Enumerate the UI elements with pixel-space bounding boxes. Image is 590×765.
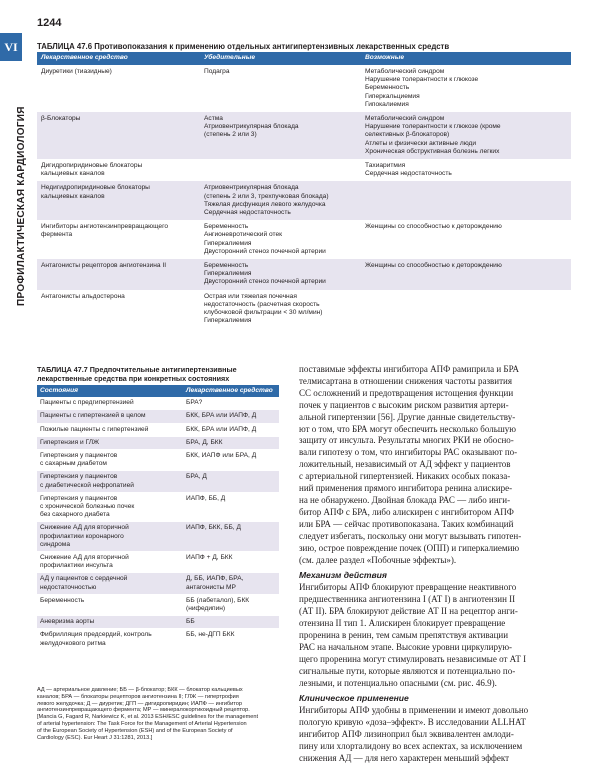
cell-line: без сахарного диабета bbox=[40, 511, 110, 519]
text-line: защиту от инсульта. Результаты многих РКИ не обосно- bbox=[299, 435, 514, 446]
text-line: ложительный, независимый от АД эффект у пациентов bbox=[299, 459, 511, 470]
text-line: на не обнаружено. Двойная блокада РАС — либо инги- bbox=[299, 494, 511, 505]
cell-line: Пожилые пациенты с гипертензией bbox=[40, 425, 149, 433]
cell-line: (степень 2 или 3, трехпучковая блокада) bbox=[204, 192, 329, 200]
heading-mechanism: Механизм действия bbox=[299, 570, 387, 581]
cell-line: профилактики коронарного bbox=[40, 532, 124, 540]
table1-cell-drug bbox=[37, 181, 200, 220]
table1-header-drug: Лекарственное средство bbox=[37, 52, 200, 65]
cell-line: Метаболический синдром bbox=[365, 115, 445, 123]
table1-cell-compelling bbox=[200, 159, 361, 181]
table2-row bbox=[37, 573, 279, 594]
table2-row bbox=[37, 423, 279, 436]
table2-cell-drug bbox=[183, 450, 279, 471]
table2-cell-drug bbox=[183, 436, 279, 449]
table2-cell-drug bbox=[183, 629, 279, 650]
cell-line: профилактики инсульта bbox=[40, 562, 113, 570]
table1-row bbox=[37, 290, 571, 329]
cell-line: Хроническая обструктивная болезнь легких bbox=[365, 147, 500, 155]
cell-line: (нифедипин) bbox=[186, 605, 226, 613]
running-section-title bbox=[5, 66, 27, 306]
table2-cell-drug bbox=[183, 423, 279, 436]
page-number: 1244 bbox=[37, 17, 62, 29]
table2-header-drug: Лекарственное средство bbox=[183, 385, 279, 397]
text-line: РАС на начальном этапе. Высокие уровни циркулирую- bbox=[299, 641, 513, 652]
text-line: с артериальной гипертензией. Никаких особых показа- bbox=[299, 471, 511, 482]
cell-line: Атлеты и физически активные люди bbox=[365, 139, 477, 147]
footnote-line: Cardiology (ESC). Eur Heart J 31:1281, 2013.] bbox=[37, 734, 153, 741]
table1-cell-drug bbox=[37, 159, 200, 181]
table2-cell-drug bbox=[183, 552, 279, 573]
table1-cell-possible bbox=[361, 65, 571, 112]
cell-line: Двусторонний стеноз почечной артерии bbox=[204, 247, 326, 255]
cell-line: Гиперкальциемия bbox=[365, 92, 420, 100]
table2-cell-drug bbox=[183, 573, 279, 594]
table2-title bbox=[37, 366, 287, 383]
table2-row bbox=[37, 492, 279, 522]
cell-line: Сердечная недостаточность bbox=[365, 170, 452, 178]
table1-cell-possible bbox=[361, 159, 571, 181]
table2-row bbox=[37, 616, 279, 629]
table2-cell-condition bbox=[37, 450, 183, 471]
table2-row bbox=[37, 594, 279, 615]
table2-cell-condition bbox=[37, 594, 183, 615]
table2-cell-condition bbox=[37, 522, 183, 552]
table2-cell-drug bbox=[183, 594, 279, 615]
text-line: отензина II тип 1. Алискирен блокирует превращение bbox=[299, 618, 506, 629]
running-section-title-text: ПРОФИЛАКТИЧЕСКАЯ КАРДИОЛОГИЯ bbox=[16, 106, 27, 306]
cell-line: Антагонисты альдостерона bbox=[41, 292, 125, 300]
footnote-line: АД — артериальное давление; ББ — β-блокатор; БКК — блокатор кальциевых bbox=[37, 687, 243, 693]
cell-line: Женщины со способностью к деторождению bbox=[365, 223, 502, 231]
table1-cell-possible bbox=[361, 259, 571, 290]
cell-line: Подагра bbox=[204, 68, 230, 75]
table1-cell-compelling bbox=[200, 259, 361, 290]
footnote-line: ангиотензинпревращающего фермента; МР — минералокортикоидный рецептор. bbox=[37, 707, 250, 714]
table2-caption-2: лекарственные средства при конкретных состояниях bbox=[37, 373, 230, 383]
table1-title bbox=[37, 42, 449, 51]
paragraph-3 bbox=[299, 705, 571, 765]
text-line: битор АПФ с БРА, либо алискирен с ингибитором АПФ bbox=[299, 506, 514, 517]
cell-line: желудочкового ритма bbox=[40, 639, 106, 647]
cell-line: Двусторонний стеноз почечной артерии bbox=[204, 278, 326, 286]
table1-cell-possible bbox=[361, 181, 571, 220]
footnote-line: of the European Society of Hypertension (ESH) and of the European Society of bbox=[37, 727, 233, 734]
cell-line: БРА, Д, БКК bbox=[186, 438, 223, 446]
text-line: щего проренина могут стимулировать независимые от АТ I bbox=[299, 653, 527, 664]
footnote-line: of arterial hypertension: The Task Force for the Management of Arterial Hypertension bbox=[37, 720, 247, 727]
cell-line: Астма bbox=[204, 115, 223, 123]
table2-header-condition: Состояния bbox=[37, 385, 183, 397]
table1-cell-drug bbox=[37, 259, 200, 290]
table2-row bbox=[37, 629, 279, 650]
text-line: почек у пациентов с высоким риском развития артери- bbox=[299, 399, 509, 410]
table1-cell-compelling bbox=[200, 181, 361, 220]
table2-cell-condition bbox=[37, 573, 183, 594]
table1-cell-possible bbox=[361, 290, 571, 329]
text-line: или БРА — сейчас противопоказана. Таких комбинаций bbox=[299, 518, 514, 529]
table2-header-row bbox=[37, 385, 279, 397]
cell-line: БРА? bbox=[186, 399, 203, 407]
text-line: альной гипертензии [56]. Другие данные свидетельству- bbox=[299, 411, 516, 422]
table2-cell-condition bbox=[37, 410, 183, 423]
cell-line: Гиперкалиемия bbox=[204, 239, 252, 247]
cell-line: БРА, Д bbox=[186, 473, 207, 481]
cell-line: Недигидропиридиновые блокаторы bbox=[41, 184, 150, 192]
table2-cell-drug bbox=[183, 616, 279, 629]
cell-line: ИАПФ, ББ, Д bbox=[186, 494, 226, 502]
cell-line: Тяжелая дисфункция левого желудочка bbox=[204, 200, 326, 208]
text-line: ингибитор АПФ лизиноприл был эквивалентен амлоди- bbox=[299, 729, 514, 740]
table1-cell-drug bbox=[37, 65, 200, 112]
cell-line: Дигидропиридиновые блокаторы bbox=[41, 162, 143, 170]
cell-line: недостаточностью bbox=[40, 583, 97, 591]
text-line: следует избегать, поскольку они могут вызывать гипотен- bbox=[299, 530, 522, 541]
text-line: предшественника ангиотензина I (АТ I) в ангиотензин II bbox=[299, 594, 516, 605]
cell-line: кальциевых каналов bbox=[41, 170, 105, 178]
table2-row bbox=[37, 471, 279, 492]
table2-cell-drug bbox=[183, 410, 279, 423]
section-tab: VI bbox=[0, 33, 22, 61]
cell-line: синдрома bbox=[40, 540, 71, 548]
text-line: (см. далее раздел «Побочные эффекты»). bbox=[299, 554, 457, 565]
cell-line: Женщины со способностью к деторождению bbox=[365, 262, 502, 270]
contraindications-table bbox=[37, 52, 571, 328]
cell-line: Снижение АД для вторичной bbox=[40, 554, 129, 562]
table1-header-compelling: Убедительные bbox=[200, 52, 361, 65]
table1-header-possible: Возможные bbox=[361, 52, 571, 65]
table2-cell-drug bbox=[183, 492, 279, 522]
table2-caption-1: Предпочтительные антигипертензивные bbox=[89, 365, 237, 374]
cell-line: Пациенты с гипертензией в целом bbox=[40, 412, 146, 420]
paragraph-1 bbox=[299, 364, 571, 566]
cell-line: фермента bbox=[41, 231, 73, 239]
table1-cell-compelling bbox=[200, 65, 361, 112]
cell-line: БКК, ИАПФ или БРА, Д bbox=[186, 452, 257, 460]
cell-line: клубочковой фильтрации < 30 мл/мин) bbox=[204, 309, 323, 317]
table2-cell-condition bbox=[37, 616, 183, 629]
text-line: телмисартана в отношении снижения частоты развития bbox=[299, 375, 512, 386]
cell-line: Диуретики (тиазидные) bbox=[41, 68, 112, 75]
cell-line: с диабетической нефропатией bbox=[40, 481, 134, 489]
table1-header-row bbox=[37, 52, 571, 65]
cell-line: Беременность bbox=[365, 84, 410, 92]
body-text bbox=[299, 364, 571, 765]
cell-line: Гиперкалиемия bbox=[204, 270, 252, 278]
cell-line: Антагонисты рецепторов ангиотензина II bbox=[41, 262, 167, 270]
cell-line: Нарушение толерантности к глюкозе (кроме bbox=[365, 123, 501, 131]
table1-cell-drug bbox=[37, 220, 200, 259]
cell-line: с хронической болезнью почек bbox=[40, 503, 135, 511]
text-line: Ингибиторы АПФ удобны в применении и имеют довольно bbox=[299, 705, 529, 716]
table2-row bbox=[37, 450, 279, 471]
text-line: сигнальные пути, которые являются и потенциально по- bbox=[299, 665, 516, 676]
cell-line: Гипертензия у пациентов bbox=[40, 452, 118, 460]
cell-line: Беременность bbox=[204, 262, 249, 270]
text-line: зию, острое повреждение почек (ОПП) и гиперкалиемию bbox=[299, 542, 520, 553]
cell-line: Беременность bbox=[204, 223, 249, 231]
table1-cell-possible bbox=[361, 112, 571, 159]
cell-line: Гипертензия и ГЛЖ bbox=[40, 438, 100, 446]
text-line: поставимые эффекты ингибитора АПФ рамиприла и БРА bbox=[299, 364, 519, 374]
heading-clinical-use: Клиническое применение bbox=[299, 693, 409, 704]
cell-line: Атриовентрикулярная блокада bbox=[204, 123, 299, 131]
table2-row bbox=[37, 552, 279, 573]
text-line: Ингибиторы АПФ блокируют превращение неактивного bbox=[299, 582, 517, 593]
table1-cell-drug bbox=[37, 290, 200, 329]
table1-row bbox=[37, 112, 571, 159]
table1-row bbox=[37, 65, 571, 112]
cell-line: Сердечная недостаточность bbox=[204, 209, 291, 217]
cell-line: ИАПФ + Д, БКК bbox=[186, 554, 233, 562]
table2-row bbox=[37, 522, 279, 552]
cell-line: Атриовентрикулярная блокада bbox=[204, 184, 299, 192]
table2-cell-condition bbox=[37, 629, 183, 650]
cell-line: Гипокалиемия bbox=[365, 100, 409, 108]
cell-line: Острая или тяжелая почечная bbox=[204, 292, 297, 300]
cell-line: Нарушение толерантности к глюкозе bbox=[365, 76, 479, 84]
footnote-line: левого желудочка; Д — диуретик; ДГП — дигидропиридин; ИАПФ — ингибитор bbox=[37, 700, 243, 707]
table2-cell-condition bbox=[37, 471, 183, 492]
text-line: лезными, и потенциально опасными (см. рис. 46.9). bbox=[299, 677, 497, 688]
table1-cell-compelling bbox=[200, 290, 361, 329]
cell-line: антагонисты МР bbox=[186, 583, 236, 591]
cell-line: Беременность bbox=[40, 596, 85, 604]
text-line: СС осложнений и предотвращения истощения функции bbox=[299, 387, 514, 398]
text-line: пологую кривую «доза–эффект». В исследовании ALLHAT bbox=[299, 717, 527, 728]
table2-footnote bbox=[37, 687, 283, 741]
cell-line: ББ (лабеталол), БКК bbox=[186, 596, 250, 604]
text-line: пину или хлорталидону во всех аспектах, за исключением bbox=[299, 741, 523, 752]
footnote-line: каналов; БРА — блокаторы рецепторов ангиотензина II; ГЛЖ — гипертрофия bbox=[37, 693, 239, 700]
cell-line: недостаточность (расчетная скорость bbox=[204, 300, 320, 308]
cell-line: Ангионевротический отек bbox=[204, 231, 283, 239]
cell-line: (степень 2 или 3) bbox=[204, 131, 257, 139]
cell-line: селективных β-блокаторов) bbox=[365, 131, 450, 139]
table2-row bbox=[37, 410, 279, 423]
cell-line: Ингибиторы ангиотензинпревращающего bbox=[41, 223, 169, 231]
table1-cell-drug bbox=[37, 112, 200, 159]
cell-line: ББ, не-ДГП БКК bbox=[186, 631, 235, 639]
table1-cell-compelling bbox=[200, 220, 361, 259]
table2-row bbox=[37, 397, 279, 410]
text-line: снижения АД — для него характерен меньший эффект bbox=[299, 753, 510, 763]
table2-cell-condition bbox=[37, 552, 183, 573]
table2-cell-condition bbox=[37, 492, 183, 522]
cell-line: Метаболический синдром bbox=[365, 68, 445, 75]
cell-line: АД у пациентов с сердечной bbox=[40, 575, 128, 583]
table1-cell-possible bbox=[361, 220, 571, 259]
cell-line: Гипертензия у пациентов bbox=[40, 473, 118, 481]
table1-row bbox=[37, 181, 571, 220]
table1-row bbox=[37, 259, 571, 290]
table1-label: ТАБЛИЦА 47.6 bbox=[37, 42, 93, 51]
text-line: вали гипотезу о том, что ингибиторы РАС оказывают по- bbox=[299, 447, 518, 458]
text-line: ют о том, что БРА могут обеспечить несколько большую bbox=[299, 423, 516, 434]
cell-line: с сахарным диабетом bbox=[40, 460, 107, 468]
cell-line: кальциевых каналов bbox=[41, 192, 105, 200]
table2-cell-drug bbox=[183, 522, 279, 552]
cell-line: Гиперкалиемия bbox=[204, 317, 252, 325]
cell-line: Гипертензия у пациентов bbox=[40, 494, 118, 502]
text-line: проренина в ренин, тем самым препятствуя активации bbox=[299, 629, 509, 640]
text-line: ний применения прямого ингибитора ренина алискире- bbox=[299, 483, 513, 494]
side-margin bbox=[0, 0, 27, 754]
cell-line: Снижение АД для вторичной bbox=[40, 524, 129, 532]
footnote-line: [Mancia G, Fagard R, Narkiewicz K, et al. 2013 ESH/ESC guidelines for the management bbox=[37, 714, 259, 721]
table2-cell-condition bbox=[37, 436, 183, 449]
cell-line: ИАПФ, БКК, ББ, Д bbox=[186, 524, 241, 532]
table2-cell-condition bbox=[37, 397, 183, 410]
cell-line: ББ bbox=[186, 618, 195, 626]
cell-line: БКК, БРА или ИАПФ, Д bbox=[186, 425, 257, 433]
cell-line: Фибрилляция предсердий, контроль bbox=[40, 631, 152, 639]
table1-caption: Противопоказания к применению отдельных антигипертензивных лекарственных средств bbox=[94, 42, 450, 51]
text-line: (АТ II). БРА блокируют действие АТ II на рецептор анги- bbox=[299, 606, 518, 617]
table1-row bbox=[37, 159, 571, 181]
table2-label: ТАБЛИЦА 47.7 bbox=[37, 365, 88, 374]
paragraph-2 bbox=[299, 582, 571, 689]
table2-row bbox=[37, 436, 279, 449]
table2-cell-drug bbox=[183, 471, 279, 492]
cell-line: β-Блокаторы bbox=[41, 115, 81, 123]
table1-row bbox=[37, 220, 571, 259]
table2-cell-condition bbox=[37, 423, 183, 436]
table1-cell-compelling bbox=[200, 112, 361, 159]
cell-line: Пациенты с предгипертензией bbox=[40, 399, 134, 407]
cell-line: БКК, БРА или ИАПФ, Д bbox=[186, 412, 257, 420]
preferred-drugs-table bbox=[37, 385, 279, 651]
cell-line: Тахиаритмия bbox=[365, 162, 406, 170]
cell-line: Аневризма аорты bbox=[40, 618, 95, 626]
cell-line: Д, ББ, ИАПФ, БРА, bbox=[186, 575, 244, 583]
table2-cell-drug bbox=[183, 397, 279, 410]
